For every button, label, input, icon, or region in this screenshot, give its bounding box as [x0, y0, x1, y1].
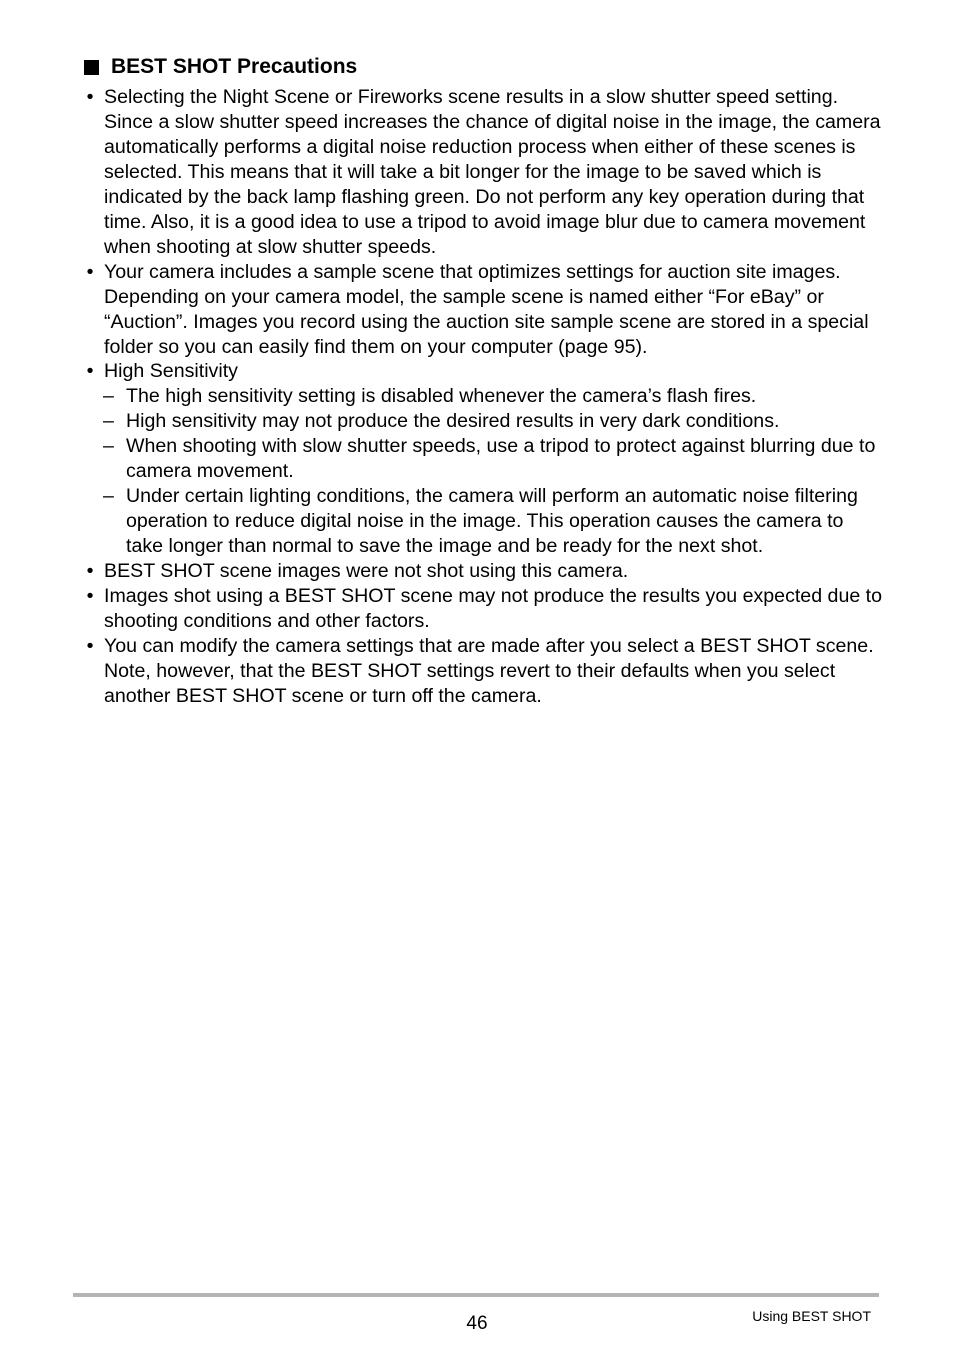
- square-bullet-icon: [84, 60, 99, 75]
- precautions-list: [84, 85, 884, 709]
- list-item: [84, 559, 884, 584]
- sub-list-item-text: Under certain lighting conditions, the camera will perform an automatic noise filtering operation to reduce digital noise in the image. This operation causes the camera to take longer than normal to save the image and be ready for the next shot.: [126, 485, 858, 558]
- bullet-marker: •: [86, 86, 94, 108]
- footer-section-name: Using BEST SHOT: [752, 1308, 871, 1324]
- dash-marker: –: [103, 410, 114, 433]
- section-heading: [84, 53, 357, 81]
- heading-title: BEST SHOT Precautions: [111, 55, 358, 78]
- list-item: [84, 634, 884, 709]
- bullet-marker: •: [86, 360, 94, 383]
- sub-list-item: [84, 409, 884, 434]
- page-number: 46: [466, 1313, 488, 1334]
- sub-list-item: [84, 384, 884, 409]
- list-item: [84, 584, 884, 634]
- bullet-marker: •: [86, 260, 94, 283]
- bullet-marker: •: [86, 585, 94, 608]
- list-item: [84, 85, 884, 260]
- sub-list-item: [84, 434, 884, 484]
- dash-marker: –: [103, 385, 114, 408]
- bullet-marker: •: [86, 634, 94, 657]
- bullet-marker: •: [86, 560, 94, 583]
- dash-marker: –: [103, 485, 114, 508]
- list-item-text: High Sensitivity: [104, 360, 238, 383]
- list-item-text: BEST SHOT scene images were not shot using this camera.: [104, 560, 629, 583]
- sub-list-item-text: High sensitivity may not produce the desired results in very dark conditions.: [126, 410, 780, 433]
- list-item-text: You can modify the camera settings that are made after you select a BEST SHOT scene. Note, however, that the BEST SHOT settings revert to their defaults when you select another BEST SHOT scene or turn off the camera.: [104, 634, 874, 707]
- sub-list-item-text: The high sensitivity setting is disabled whenever the camera’s flash fires.: [126, 385, 757, 408]
- list-item-text: Images shot using a BEST SHOT scene may not produce the results you expected due to shooting conditions and other factors.: [104, 585, 883, 633]
- dash-marker: –: [103, 435, 114, 458]
- list-item: [84, 359, 884, 384]
- list-item: [84, 260, 884, 360]
- sub-list-item: [84, 484, 884, 559]
- list-item-text: Your camera includes a sample scene that optimizes settings for auction site images. Depending on your camera model, the sample scene is named either “For eBay” or “Auction”. Images you record using the auction site sample scene are stored in a special folder so you can easily find them on your computer (page 95).: [104, 260, 869, 358]
- sub-list-item-text: When shooting with slow shutter speeds, use a tripod to protect against blurring due to camera movement.: [126, 435, 876, 483]
- list-item-text: Selecting the Night Scene or Fireworks scene results in a slow shutter speed setting. Since a slow shutter speed increases the chance of digital noise in the image, the camera automatically performs a digital noise reduction process when either of these scenes is selected. This means that it will take a bit longer for the image to be saved which is indicated by the back lamp flashing green. Do not perform any key operation during that time. Also, it is a good idea to use a tripod to avoid image blur due to camera movement when shooting at slow shutter speeds.: [104, 86, 881, 258]
- footer-divider: [73, 1293, 879, 1297]
